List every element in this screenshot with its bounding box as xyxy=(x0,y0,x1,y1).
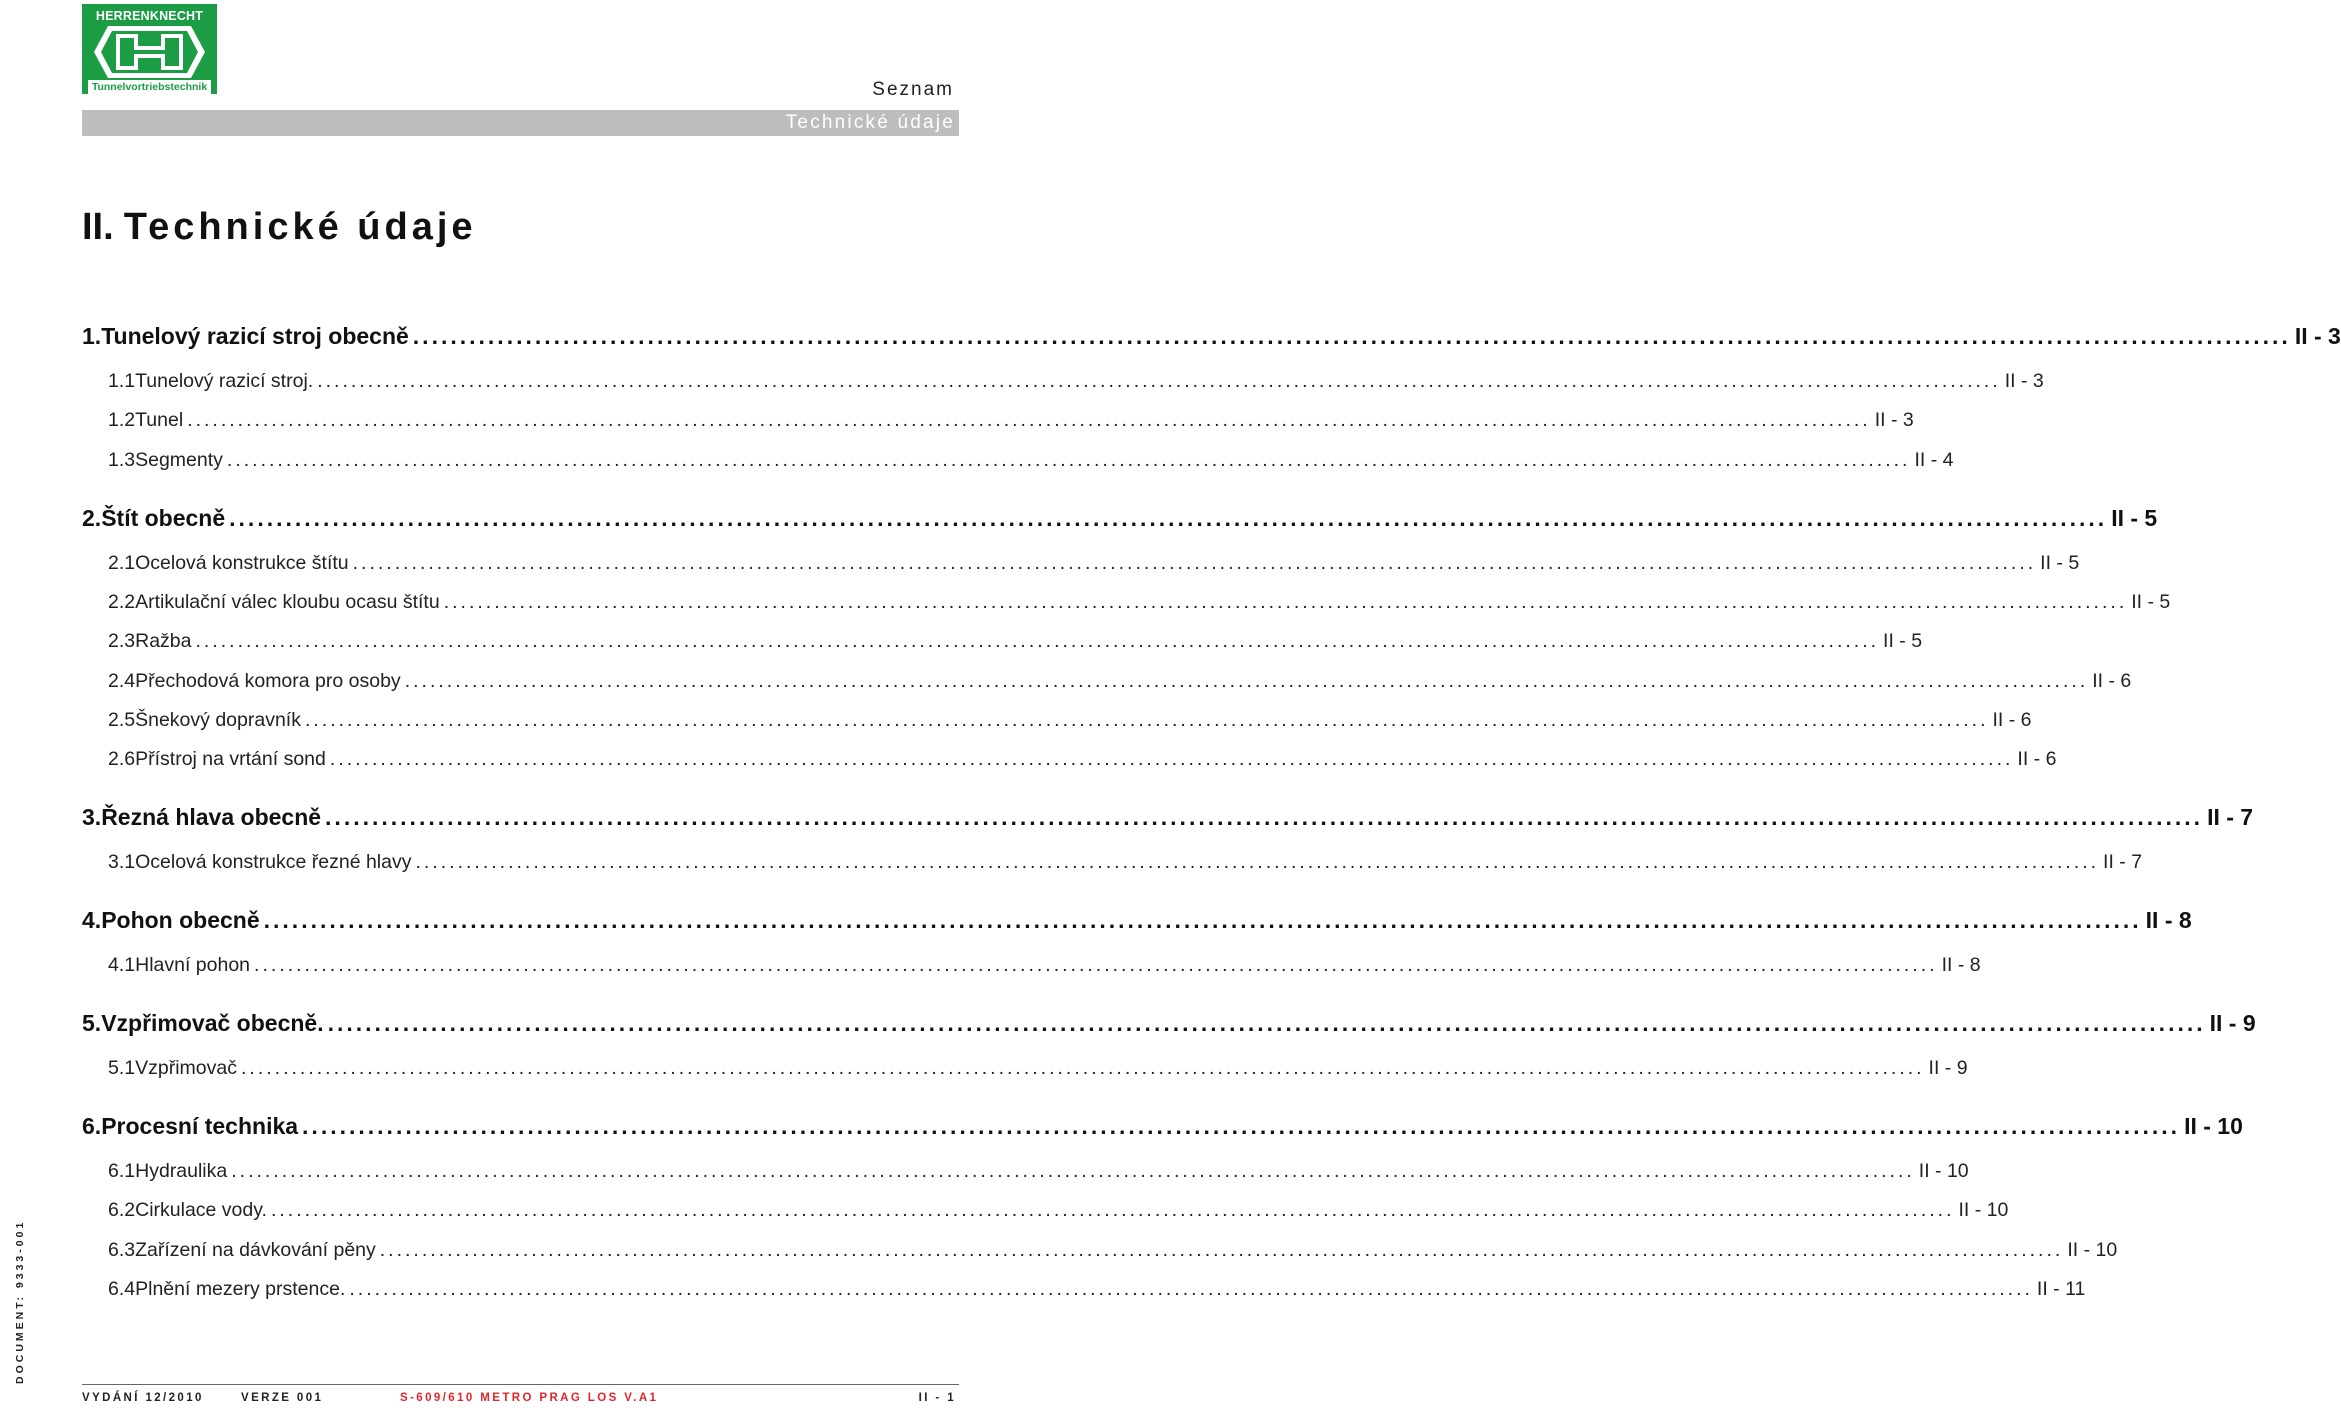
toc-entry-label: Tunelový razicí stroj obecně xyxy=(101,323,409,349)
toc-entry-number: 2.1 xyxy=(108,552,136,574)
toc-entry-label: Artikulační válec kloubu ocasu štítu xyxy=(135,591,440,613)
toc-leader-dots: ........................................................................................................................................................................................................ xyxy=(415,851,2100,873)
page-title xyxy=(82,206,477,249)
toc-entry-number: 2.5 xyxy=(108,709,136,731)
toc-leader-dots: ........................................................................................................................................................................................................ xyxy=(404,670,2089,692)
toc-leader-dots: ........................................................................................................................................................................................................ xyxy=(412,323,2291,349)
toc-entry-label: Hlavní pohon xyxy=(135,954,251,976)
toc-entry-label: Tunelový razicí stroj. xyxy=(135,370,314,392)
toc-entry[interactable] xyxy=(82,1239,2118,1262)
toc-entry-number: 1.2 xyxy=(108,409,136,431)
toc-entry-page: II - 8 xyxy=(2145,907,2192,933)
toc-entry-page: II - 4 xyxy=(1914,449,1954,471)
toc-entry-number: 4. xyxy=(82,907,102,933)
toc-entry-number: 1. xyxy=(82,323,102,349)
toc-entry-page: II - 3 xyxy=(1874,409,1914,431)
toc-leader-dots: ........................................................................................................................................................................................................ xyxy=(231,1160,1915,1182)
toc-entry-page: II - 5 xyxy=(2040,552,2080,574)
footer-divider xyxy=(82,1384,959,1385)
toc-entry-number: 5.1 xyxy=(108,1057,136,1079)
footer-version: VERZE 001 xyxy=(241,1392,324,1404)
toc-entry-label: Přístroj na vrtání sond xyxy=(135,748,326,770)
toc-leader-dots: ........................................................................................................................................................................................................ xyxy=(352,552,2037,574)
toc-entry-label: Ocelová konstrukce řezné hlavy xyxy=(135,851,412,873)
toc-leader-dots: ........................................................................................................................................................................................................ xyxy=(329,748,2014,770)
toc-entry-label: Ražba xyxy=(135,630,192,652)
toc-entry[interactable] xyxy=(82,1199,2009,1222)
toc-entry-page: II - 5 xyxy=(2131,591,2171,613)
toc-leader-dots: ........................................................................................................................................................................................................ xyxy=(379,1239,2064,1261)
toc-leader-dots: ........................................................................................................................................................................................................ xyxy=(226,449,1911,471)
document-number-side-text: DOCUMENT: 9333-001 xyxy=(14,1219,26,1384)
toc-leader-dots: ........................................................................................................................................................................................................ xyxy=(254,954,1938,976)
toc-leader-dots: ........................................................................................................................................................................................................ xyxy=(263,907,2142,933)
toc-entry[interactable] xyxy=(82,1113,2243,1140)
toc-entry-label: Procesní technika xyxy=(101,1113,299,1139)
toc-entry-page: II - 6 xyxy=(1992,709,2032,731)
toc-entry[interactable] xyxy=(82,748,2057,771)
toc-entry-page: II - 10 xyxy=(1918,1160,1969,1182)
logo-h-mark-icon xyxy=(94,26,205,78)
toc-entry-number: 2. xyxy=(82,505,102,531)
toc-entry-label: Přechodová komora pro osoby xyxy=(135,670,401,692)
toc-entry[interactable] xyxy=(82,1057,1968,1080)
toc-entry[interactable] xyxy=(82,630,1923,653)
toc-entry-label: Ocelová konstrukce štítu xyxy=(135,552,349,574)
toc-entry-number: 2.2 xyxy=(108,591,136,613)
toc-entry[interactable] xyxy=(82,552,2080,575)
footer-page-number: II - 1 xyxy=(918,1392,956,1404)
toc-entry-number: 6.1 xyxy=(108,1160,136,1182)
toc-entry-label: Cirkulace vody. xyxy=(135,1199,267,1221)
toc-entry-page: II - 7 xyxy=(2207,804,2254,830)
toc-entry-label: Hydraulika xyxy=(135,1160,228,1182)
toc-entry-page: II - 8 xyxy=(1941,954,1981,976)
header-bar xyxy=(82,110,959,136)
logo-subtitle: Tunnelvortriebstechnik xyxy=(88,80,211,94)
toc-leader-dots: ........................................................................................................................................................................................................ xyxy=(240,1057,1925,1079)
toc-entry-page: II - 3 xyxy=(2004,370,2044,392)
toc-entry[interactable] xyxy=(82,804,2254,831)
toc-entry-page: II - 6 xyxy=(2017,748,2057,770)
toc-entry[interactable] xyxy=(82,323,2341,350)
toc-entry-page: II - 11 xyxy=(2036,1278,2086,1300)
toc-entry[interactable] xyxy=(82,370,2044,393)
toc-entry-number: 6.2 xyxy=(108,1199,136,1221)
toc-leader-dots: ........................................................................................................................................................................................................ xyxy=(325,804,2204,830)
toc-entry[interactable] xyxy=(82,449,1954,472)
footer-project: S-609/610 METRO PRAG LOS V.A1 xyxy=(400,1392,659,1404)
toc-entry-number: 2.6 xyxy=(108,748,136,770)
toc-leader-dots: ........................................................................................................................................................................................................ xyxy=(317,370,2001,392)
toc-entry-label: Šnekový dopravník xyxy=(135,709,301,731)
toc-entry[interactable] xyxy=(82,709,2032,732)
toc-entry-label: Segmenty xyxy=(135,449,223,471)
toc-entry[interactable] xyxy=(82,670,2132,693)
toc-entry-label: Pohon obecně xyxy=(101,907,260,933)
toc-entry-page: II - 6 xyxy=(2092,670,2132,692)
toc-entry-page: II - 7 xyxy=(2103,851,2143,873)
toc-entry-number: 6. xyxy=(82,1113,102,1139)
toc-entry-number: 6.4 xyxy=(108,1278,136,1300)
toc-entry-page: II - 10 xyxy=(2067,1239,2118,1261)
toc-entry[interactable] xyxy=(82,409,1914,432)
toc-leader-dots: ........................................................................................................................................................................................................ xyxy=(302,1113,2181,1139)
toc-entry[interactable] xyxy=(82,1160,1969,1183)
herrenknecht-logo xyxy=(82,4,217,94)
toc-leader-dots: ........................................................................................................................................................................................................ xyxy=(187,409,1871,431)
toc-leader-dots: ........................................................................................................................................................................................................ xyxy=(195,630,1880,652)
toc-leader-dots: ........................................................................................................................................................................................................ xyxy=(443,591,2128,613)
toc-entry-number: 2.3 xyxy=(108,630,136,652)
toc-entry-label: Vzpřimovač xyxy=(135,1057,237,1079)
toc-entry-number: 1.3 xyxy=(108,449,136,471)
toc-entry-page: II - 10 xyxy=(1958,1199,2009,1221)
toc-entry-number: 2.4 xyxy=(108,670,136,692)
toc-entry[interactable] xyxy=(82,1278,2086,1301)
toc-entry[interactable] xyxy=(82,954,1981,977)
toc-entry-number: 3. xyxy=(82,804,102,830)
toc-leader-dots: ........................................................................................................................................................................................................ xyxy=(349,1278,2033,1300)
toc-entry-label: Zařízení na dávkování pěny xyxy=(135,1239,376,1261)
toc-entry-page: II - 3 xyxy=(2294,323,2341,349)
toc-entry[interactable] xyxy=(82,505,2158,532)
toc-leader-dots: ........................................................................................................................................................................................................ xyxy=(327,1010,2206,1036)
toc-entry-label: Plnění mezery prstence. xyxy=(135,1278,346,1300)
toc-entry-number: 4.1 xyxy=(108,954,136,976)
toc-leader-dots: ........................................................................................................................................................................................................ xyxy=(270,1199,1955,1221)
logo-brand-text: HERRENKNECHT xyxy=(95,9,204,23)
toc-entry-page: II - 5 xyxy=(2111,505,2158,531)
toc-entry[interactable] xyxy=(82,907,2192,934)
header-bar-text: Technické údaje xyxy=(785,112,955,133)
toc-entry-label: Štít obecně xyxy=(101,505,226,531)
toc-entry-label: Vzpřimovač obecně. xyxy=(101,1010,324,1036)
toc-entry-label: Tunel xyxy=(135,409,184,431)
toc-entry-number: 1.1 xyxy=(108,370,136,392)
toc-entry-number: 6.3 xyxy=(108,1239,136,1261)
page-title-number: II. xyxy=(82,206,114,248)
toc-entry-label: Řezná hlava obecně xyxy=(101,804,322,830)
header-title: Seznam xyxy=(872,79,954,100)
toc-entry[interactable] xyxy=(82,591,2171,614)
toc-entry[interactable] xyxy=(82,851,2143,874)
toc-entry-page: II - 9 xyxy=(2209,1010,2256,1036)
toc-entry-page: II - 5 xyxy=(1883,630,1923,652)
footer-edition: VYDÁNÍ 12/2010 xyxy=(82,1392,204,1404)
toc-entry-page: II - 9 xyxy=(1928,1057,1968,1079)
toc-entry-page: II - 10 xyxy=(2184,1113,2243,1139)
toc-entry-number: 3.1 xyxy=(108,851,136,873)
page-title-text: Technické údaje xyxy=(123,206,477,248)
toc-leader-dots: ........................................................................................................................................................................................................ xyxy=(304,709,1989,731)
toc-leader-dots: ........................................................................................................................................................................................................ xyxy=(229,505,2108,531)
toc-entry-number: 5. xyxy=(82,1010,102,1036)
toc-entry[interactable] xyxy=(82,1010,2256,1037)
